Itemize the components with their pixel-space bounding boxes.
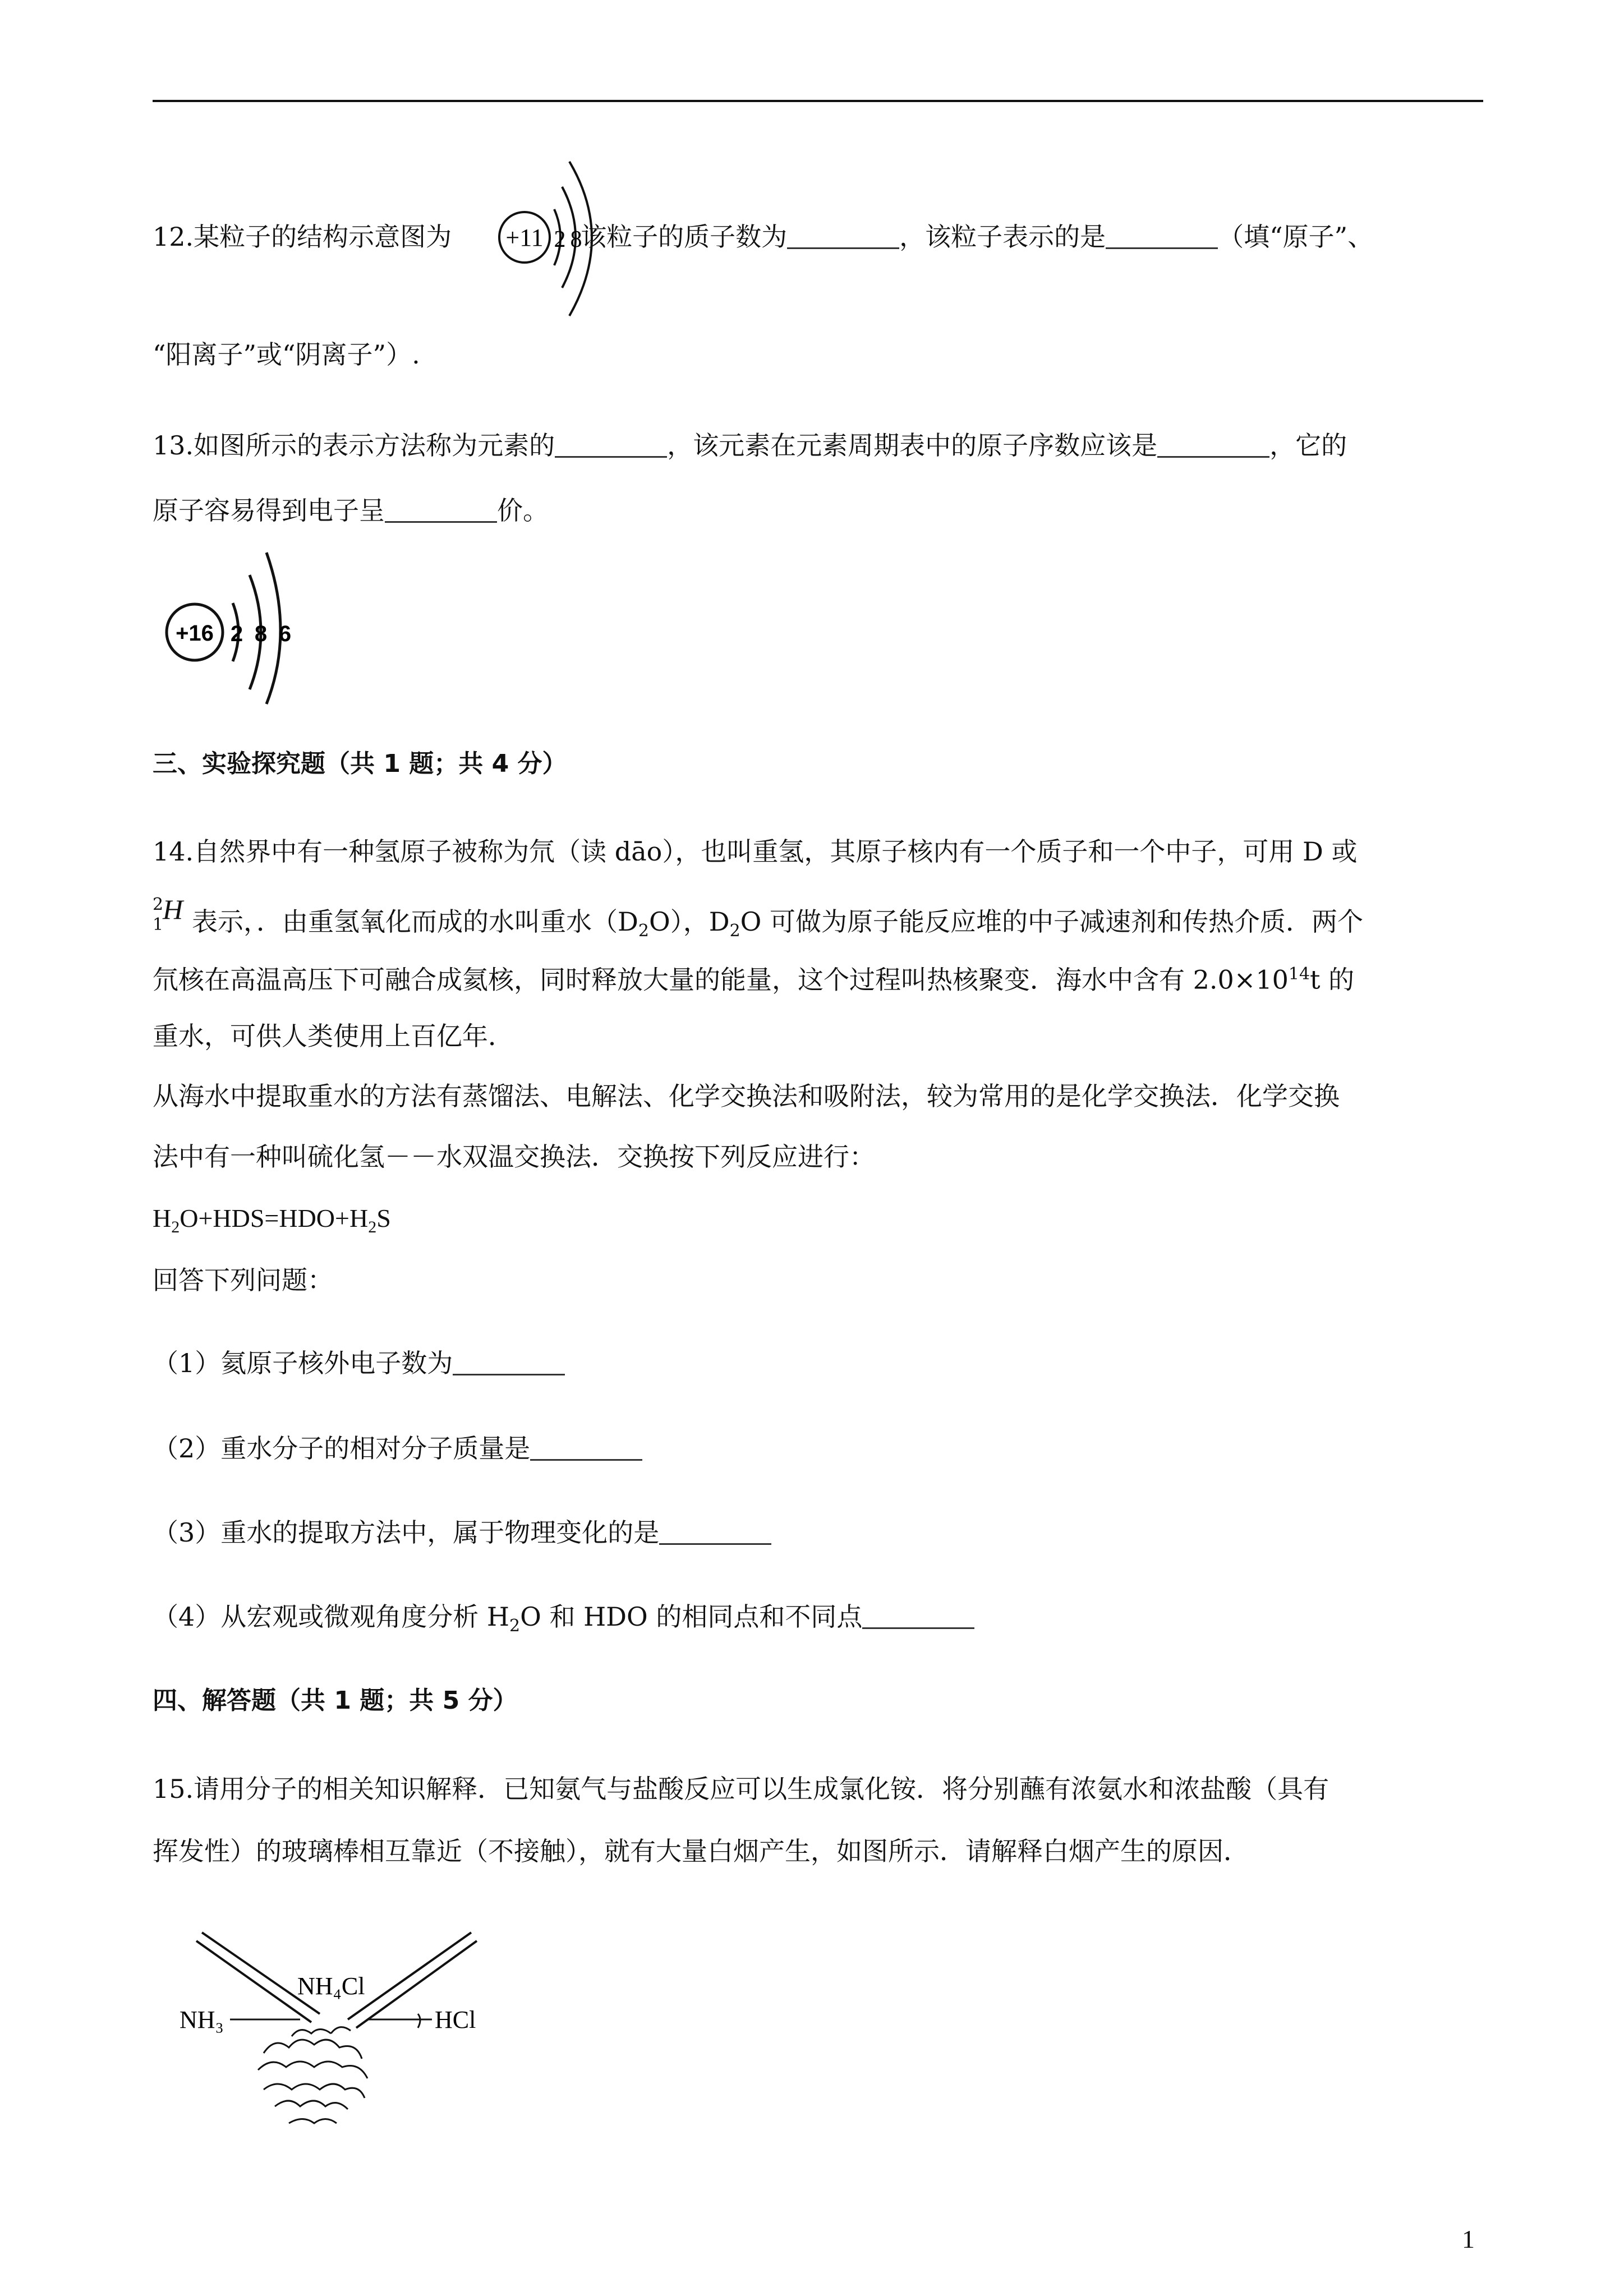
q14-sub2: （2）重水分子的相对分子质量是 (153, 1430, 642, 1466)
q12-atom-diagram (494, 156, 623, 324)
deuterium-symbol: 2 1 H (153, 894, 183, 935)
q14-blank-2[interactable] (530, 1433, 642, 1461)
q13-shell2-label: 8 (254, 622, 268, 646)
q12-nucleus-label: +11 (505, 224, 544, 251)
q14-line2: 2 1 H 表示，．由重氢氧化而成的水叫重水$(D_2O)$，$D_2O$ 可做为原子能反应堆的中子减速剂和传热介质．两个 (153, 894, 1364, 941)
q14-line8: 回答下列问题： (153, 1265, 333, 1295)
q15-glass-rod-figure (180, 1930, 494, 2154)
q15-line2: 挥发性）的玻璃棒相互靠近（不接触），就有大量白烟产生，如图所示．请解释白烟产生的原因． (153, 1836, 1249, 1866)
q12-blank-1[interactable] (787, 222, 899, 249)
q12-shell2-label: 8 (570, 227, 582, 252)
q12-blank-2[interactable] (1106, 222, 1218, 249)
q14-sub1: （1）氦原子核外电子数为 (153, 1345, 565, 1381)
white-smoke-icon (258, 2027, 367, 2123)
q12-line2: “阳离子”或“阴离子”）. (153, 339, 420, 370)
hcl-label: HCl (435, 2006, 476, 2033)
page-number: 1 (1462, 2225, 1475, 2253)
q14-line5: 从海水中提取重水的方法有蒸馏法、电解法、化学交换法和吸附法，较为常用的是化学交换法．化学交换 (153, 1081, 1340, 1111)
q13-atom-diagram (160, 541, 306, 704)
q14-line4: 重水，可供人类使用上百亿年． (153, 1021, 514, 1051)
q14-blank-1[interactable] (453, 1348, 565, 1375)
q14-sub3: （3）重水的提取方法中，属于物理变化的是 (153, 1515, 771, 1550)
nh4cl-label: NH₄Cl (297, 1972, 365, 2000)
q14-blank-4[interactable] (862, 1602, 974, 1629)
header-rule (153, 100, 1483, 102)
section3-title: 三、实验探究题（共 1 题；共 4 分） (153, 749, 567, 778)
q12-shell1-label: 2 (554, 227, 566, 252)
q13-shell1-label: 2 (230, 622, 243, 646)
q13-line1: 13.如图所示的表示方法称为元素的 ，该元素在元素周期表中的原子序数应该是 ，它的 (153, 430, 1347, 461)
q14-blank-3[interactable] (659, 1517, 771, 1545)
q12-line1: 12.某粒子的结构示意图为 该粒子的质子数为 ，该粒子表示的是 （填“原子”、 (153, 222, 1374, 252)
q13-blank-3[interactable] (385, 495, 497, 523)
nh3-label: NH₃ (180, 2006, 224, 2033)
section4-title: 四、解答题（共 1 题；共 5 分） (153, 1686, 518, 1715)
q13-blank-1[interactable] (555, 430, 667, 458)
q13-shell3-label: 6 (278, 622, 292, 646)
q14-equation: $H_2O+HDS=HDO+H_2S$ (153, 1204, 391, 1237)
q13-blank-2[interactable] (1157, 430, 1269, 458)
q15-line1: 15.请用分子的相关知识解释．已知氨气与盐酸反应可以生成氯化铵．将分别蘸有浓氨水和浓盐酸（具有 (153, 1774, 1329, 1804)
q14-line1: 14.自然界中有一种氢原子被称为氘（读 dāo），也叫重氢，其原子核内有一个质子和一个中子，可用 D 或 (153, 836, 1358, 867)
q13-line2: 原子容易得到电子呈 价。 (153, 495, 549, 526)
q14-sub4: （4）从宏观或微观角度分析 $H_2O$ 和 HDO 的相同点和不同点 (153, 1599, 974, 1644)
q13-nucleus-label: +16 (176, 621, 214, 646)
q14-line6: 法中有一种叫硫化氢－－水双温交换法．交换按下列反应进行： (153, 1142, 875, 1172)
q14-line3: 氘核在高温高压下可融合成氦核，同时释放大量的能量，这个过程叫热核聚变．海水中含有 $2.0\times 10^{14}t$ 的 (153, 964, 1355, 995)
